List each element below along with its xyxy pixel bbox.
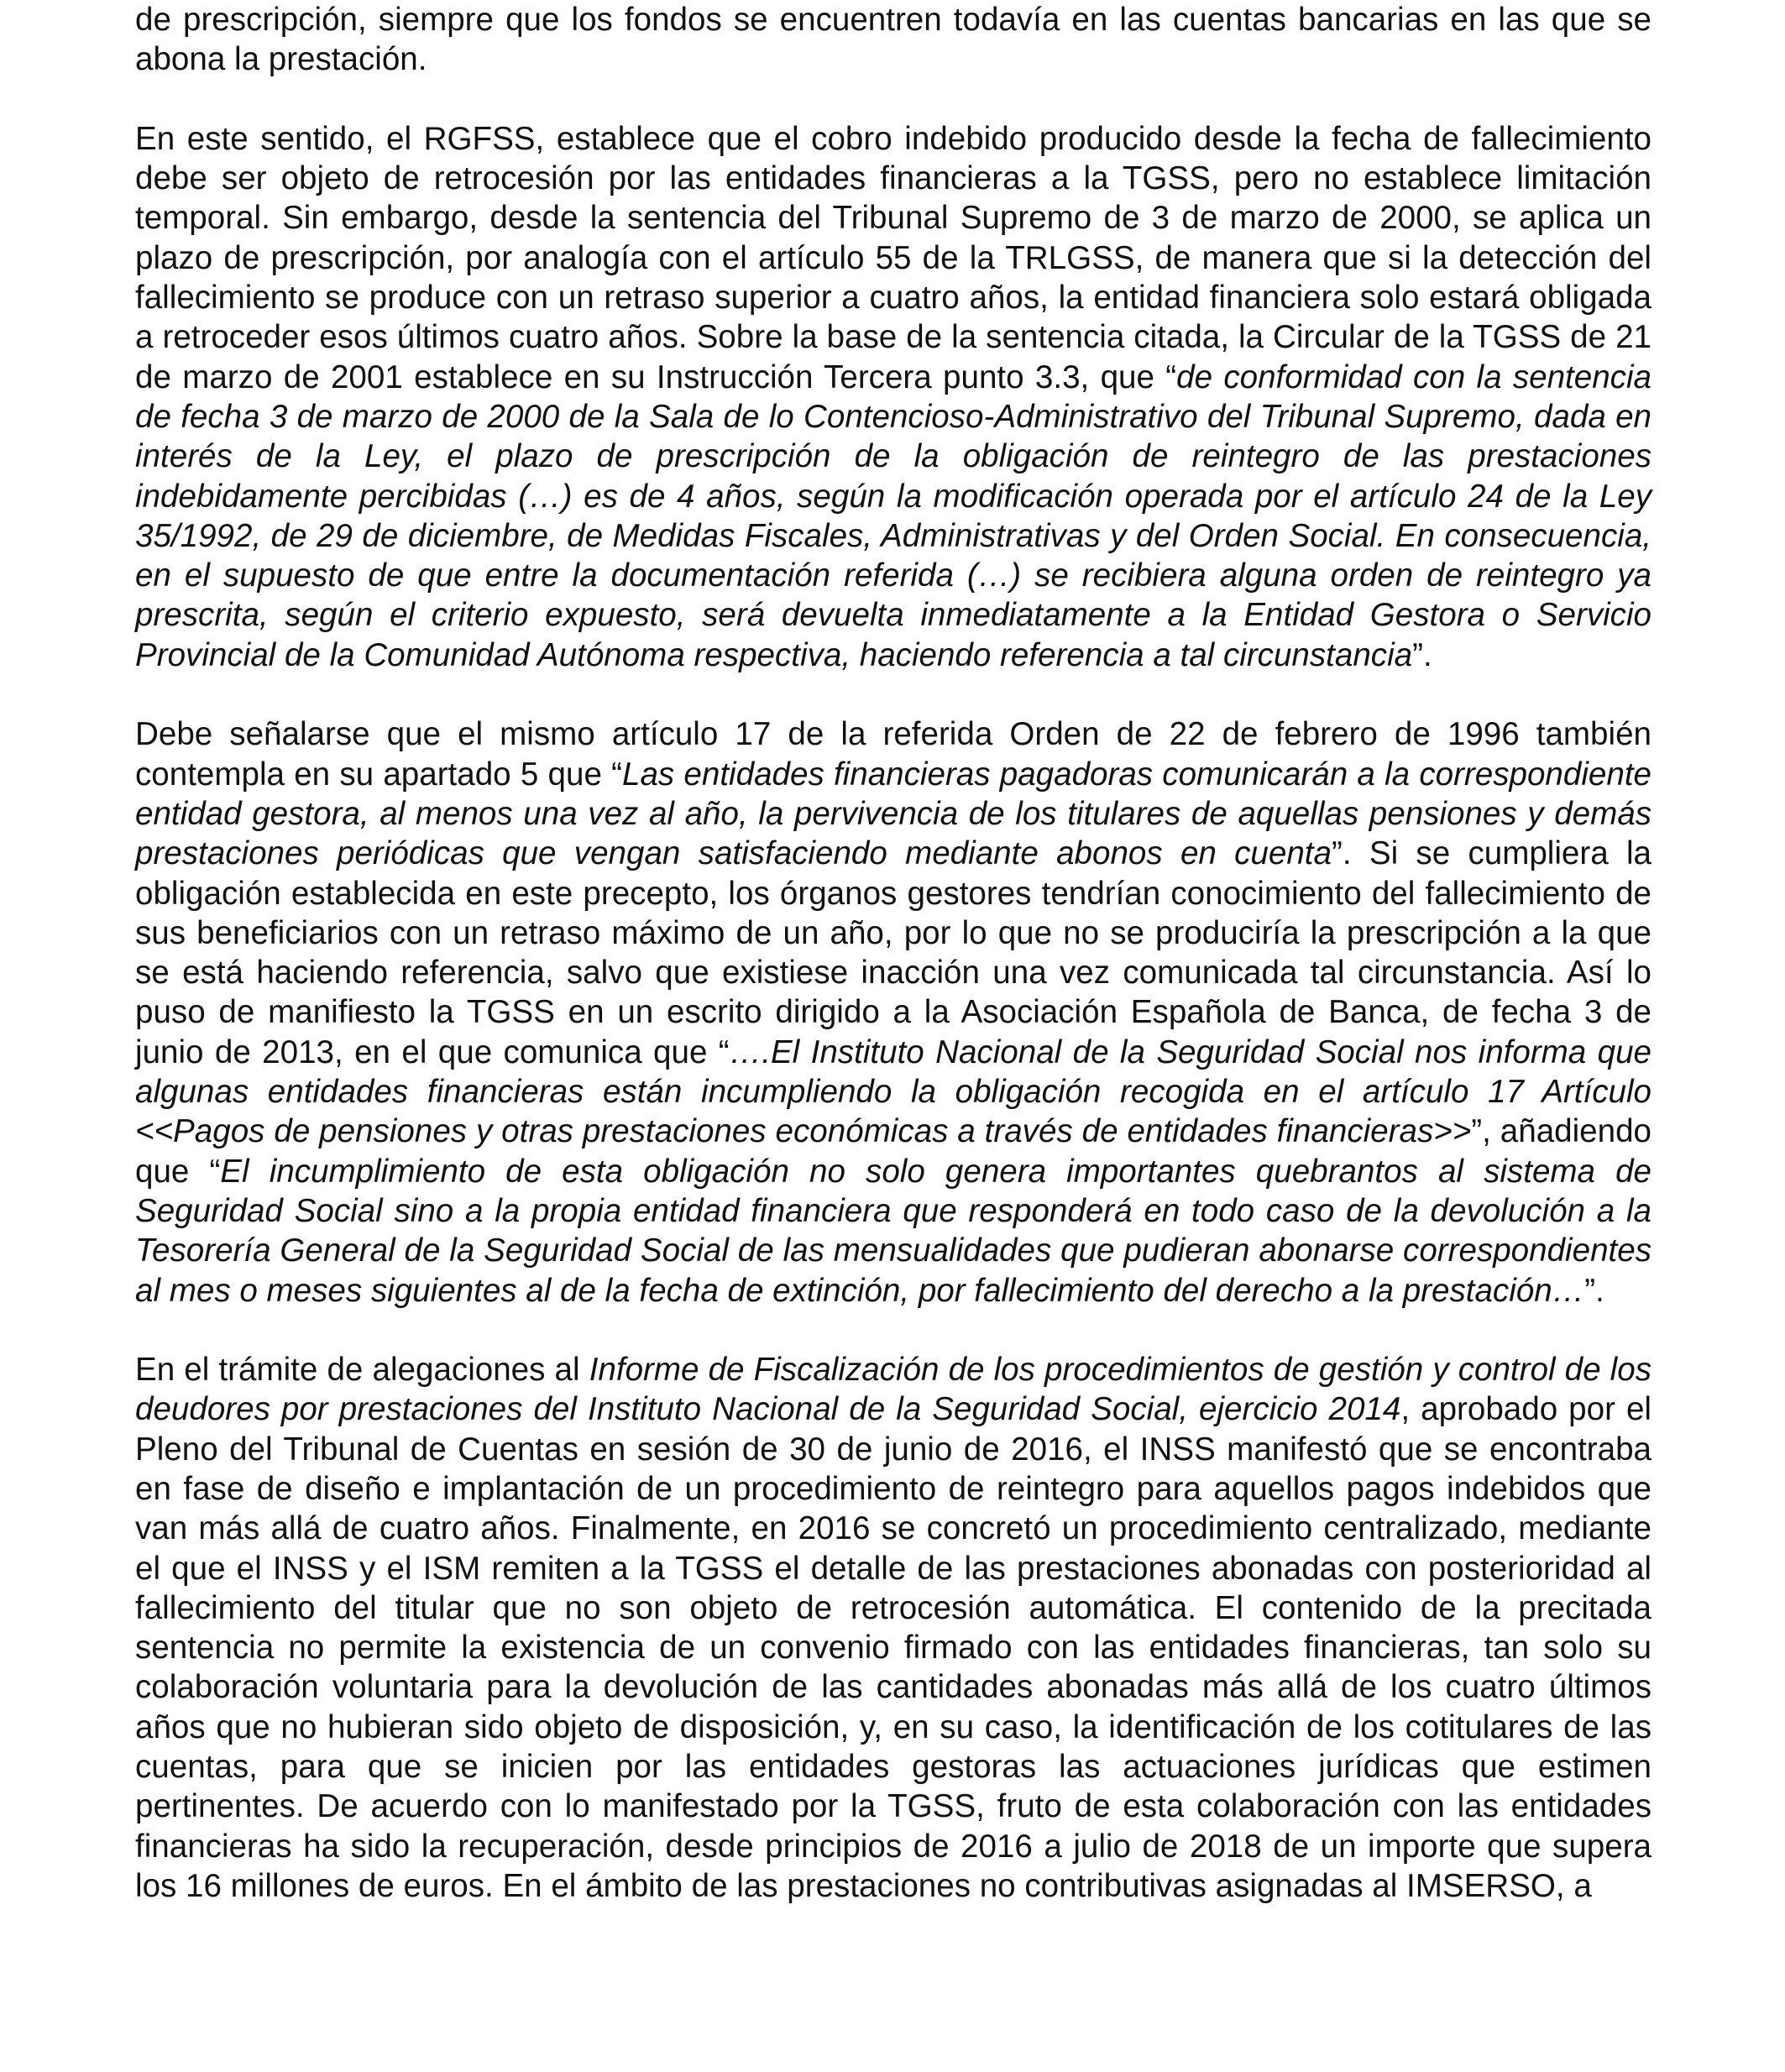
text-run: ”. Si se cumpliera la obligación establecida en este precepto, los órganos gestores tendrían conocimiento del fallecimiento de sus beneficiarios con un retraso máximo de un año, por lo que no se produciría la prescripción a la que se está haciendo referencia, salvo que existiese inacción una vez comunicada tal circunstancia. Así lo puso de manifiesto la TGSS en un escrito dirigido a la Asociación Española de Banca, de fecha 3 de junio de 2013, en el que comunica que “ bbox=[135, 835, 1652, 1070]
paragraph-alegaciones bbox=[135, 1350, 1652, 1906]
text-run: ”. bbox=[1412, 636, 1432, 673]
text-run: En este sentido, el RGFSS, establece que el cobro indebido producido desde la fecha de fallecimiento debe ser objeto de retrocesión por las entidades financieras a la TGSS, pero no establece limitación temporal. Sin embargo, desde la sentencia del Tribunal Supremo de 3 de marzo de 2000, se aplica un plazo de prescripción, por analogía con el artículo 55 de la TRLGSS, de manera que si la detección del fallecimiento se produce con un retraso superior a cuatro años, la entidad financiera solo estará obligada a retroceder esos últimos cuatro años. Sobre la base de la sentencia citada, la Circular de la TGSS de 21 de marzo de 2001 establece en su Instrucción Tercera punto 3.3, que “ bbox=[135, 120, 1652, 395]
text-run: ”, añadiendo que “ bbox=[135, 1113, 1652, 1190]
paragraph-gap bbox=[135, 80, 1652, 119]
quoted-text-run: Las entidades financieras pagadoras comunicarán a la correspondiente entidad gestora, al menos una vez al año, la pervivencia de los titulares de aquellas pensiones y demás prestaciones periódicas que vengan satisfaciendo mediante abonos en cuenta bbox=[135, 756, 1652, 872]
quoted-text-run: ….El Instituto Nacional de la Seguridad Social nos informa que algunas entidades financieras están incumpliendo la obligación recogida en el artículo 17 Artículo <<Pagos de pensiones y otras prestaciones económicas a través de entidades financieras>> bbox=[135, 1033, 1652, 1150]
paragraph-gap bbox=[135, 1311, 1652, 1350]
paragraph-prescription-continuation bbox=[135, 0, 1652, 80]
text-run: , aprobado por el Pleno del Tribunal de Cuentas en sesión de 30 de junio de 2016, el INSS manifestó que se encontraba en fase de diseño e implantación de un procedimiento de reintegro para aquellos pagos indebidos que van más allá de cuatro años. Finalmente, en 2016 se concretó un procedimiento centralizado, mediante el que el INSS y el ISM remiten a la TGSS el detalle de las prestaciones abonadas con posterioridad al fallecimiento del titular que no son objeto de retrocesión automática. El contenido de la precitada sentencia no permite la existencia de un convenio firmado con las entidades financieras, tan solo su colaboración voluntaria para la devolución de las cantidades abonadas más allá de los cuatro últimos años que no hubieran sido objeto de disposición, y, en su caso, la identificación de los cotitulares de las cuentas, para que se inicien por las entidades gestoras las actuaciones jurídicas que estimen pertinentes. De acuerdo con lo manifestado por la TGSS, fruto de esta colaboración con las entidades financieras ha sido la recuperación, desde principios de 2016 a julio de 2018 de un importe que supera los 16 millones de euros. En el ámbito de las prestaciones no contributivas asignadas al IMSERSO, a bbox=[135, 1391, 1652, 1904]
quoted-text-run: de conformidad con la sentencia de fecha 3 de marzo de 2000 de la Sala de lo Contencioso-Administrativo del Tribunal Supremo, dada en interés de la Ley, el plazo de prescripción de la obligación de reintegro de las prestaciones indebidamente percibidas (…) es de 4 años, según la modificación operada por el artículo 24 de la Ley 35/1992, de 29 de diciembre, de Medidas Fiscales, Administrativas y del Orden Social. En consecuencia, en el supuesto de que entre la documentación referida (…) se recibiera alguna orden de reintegro ya prescrita, según el criterio expuesto, será devuelta inmediatamente a la Entidad Gestora o Servicio Provincial de la Comunidad Autónoma respectiva, haciendo referencia a tal circunstancia bbox=[135, 358, 1652, 673]
text-run: de prescripción, siempre que los fondos se encuentren todavía en las cuentas bancarias en las que se abona la prestación. bbox=[135, 2, 1652, 78]
text-run: Debe señalarse que el mismo artículo 17 de la referida Orden de 22 de febrero de 1996 también contempla en su apartado 5 que “ bbox=[135, 716, 1652, 793]
quoted-text-run: El incumplimiento de esta obligación no solo genera importantes quebrantos al sistema de Seguridad Social sino a la propia entidad financiera que responderá en todo caso de la devolución a la Tesorería General de la Seguridad Social de las mensualidades que pudieran abonarse correspondientes al mes o meses siguientes al de la fecha de extinción, por fallecimiento del derecho a la prestación… bbox=[135, 1153, 1652, 1309]
paragraph-gap bbox=[135, 675, 1652, 714]
report-title-run: Informe de Fiscalización de los procedimientos de gestión y control de los deudores por prestaciones del Instituto Nacional de la Seguridad Social, ejercicio 2014 bbox=[135, 1352, 1652, 1428]
paragraph-rgfss bbox=[135, 119, 1652, 675]
text-run: ”. bbox=[1584, 1272, 1604, 1309]
document-page bbox=[135, 0, 1652, 1906]
paragraph-articulo-17 bbox=[135, 714, 1652, 1310]
text-run: En el trámite de alegaciones al bbox=[135, 1352, 589, 1389]
